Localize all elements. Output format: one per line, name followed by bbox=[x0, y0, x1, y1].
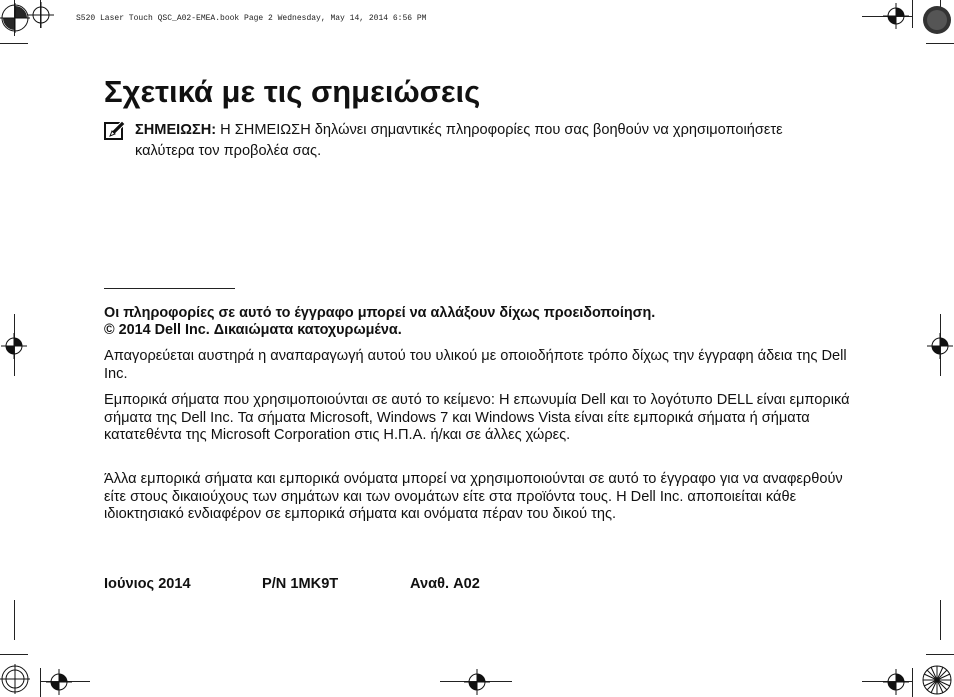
page-title: Σχετικά με τις σημειώσεις bbox=[104, 74, 481, 109]
divider bbox=[104, 288, 235, 289]
registration-mark-bottom-right-icon bbox=[921, 664, 953, 696]
crop-line-bottom-edge-left bbox=[0, 654, 28, 655]
registration-mark-bottom-crosshair-left-icon bbox=[46, 669, 72, 695]
note-block bbox=[135, 120, 795, 162]
change-notice: Οι πληροφορίες σε αυτό το έγγραφο μπορεί να αλλάξουν δίχως προειδοποίηση. bbox=[104, 305, 656, 321]
registration-mark-top-left-icon bbox=[0, 3, 30, 33]
part-number: P/N 1MK9T bbox=[262, 576, 339, 592]
crop-line-left-lower bbox=[14, 600, 15, 640]
trademarks-paragraph: Εμπορικά σήματα που χρησιμοποιούνται σε αυτό το κείμενο: Η επωνυμία Dell και το λογότυπο DELL είναι εμπορικά σήματα της Dell Inc. Τα σήματα Microsoft, Windows 7 και Windows Vista είναι είτε εμπορικά σήματα ή σήματα κατατεθέντα της Microsoft Corporation στις Η.Π.Α. ή/και σε άλλες χώρες. bbox=[104, 392, 850, 444]
crop-line-bottom-left bbox=[40, 668, 41, 697]
crop-line-bottom-edge-right bbox=[926, 654, 954, 655]
crop-line-right-lower bbox=[940, 600, 941, 640]
registration-mark-bottom-left-icon bbox=[0, 664, 30, 694]
revision: Αναθ. A02 bbox=[410, 576, 480, 592]
registration-mark-left-mid-icon bbox=[1, 333, 27, 359]
registration-mark-right-mid-icon bbox=[927, 333, 953, 359]
note-pencil-icon bbox=[104, 121, 126, 141]
crop-line-top-edge-right2 bbox=[926, 43, 954, 44]
registration-mark-top-crosshair-left-icon bbox=[28, 2, 54, 28]
note-label: ΣΗΜΕΙΩΣΗ: bbox=[135, 122, 217, 138]
registration-mark-top-crosshair-right-icon bbox=[883, 3, 909, 29]
other-trademarks-paragraph: Άλλα εμπορικά σήματα και εμπορικά ονόματα μπορεί να χρησιμοποιούνται σε αυτό το έγγραφο για να αναφερθούν είτε στους δικαιούχους των σημάτων και των ονομάτων είτε στα προϊόντα τους. Η Dell Inc. αποποιείται κάθε ιδιοκτησιακό ενδιαφέρον σε εμπορικά σήματα και ονόματα πέραν του δικού της. bbox=[104, 471, 843, 523]
print-header: S520 Laser Touch QSC_A02-EMEA.book Page 2 Wednesday, May 14, 2014 6:56 PM bbox=[76, 14, 427, 23]
registration-mark-bottom-crosshair-right-icon bbox=[883, 669, 909, 695]
registration-mark-bottom-center-icon bbox=[464, 669, 490, 695]
reproduction-paragraph: Απαγορεύεται αυστηρά η αναπαραγωγή αυτού του υλικού με οποιοδήποτε τρόπο δίχως την έγγραφη άδεια της Dell Inc. bbox=[104, 348, 847, 382]
crop-line-top-right bbox=[912, 0, 913, 28]
registration-mark-top-right-icon bbox=[920, 3, 954, 37]
crop-line-bottom-right bbox=[912, 668, 913, 697]
publication-date: Ιούνιος 2014 bbox=[104, 576, 191, 592]
copyright-notice: © 2014 Dell Inc. Δικαιώματα κατοχυρωμένα. bbox=[104, 322, 402, 338]
note-text: Η ΣΗΜΕΙΩΣΗ δηλώνει σημαντικές πληροφορίες που σας βοηθούν να χρησιμοποιήσετε καλύτερα τον προβολέα σας. bbox=[135, 122, 783, 159]
crop-line-top-edge-left bbox=[0, 43, 28, 44]
